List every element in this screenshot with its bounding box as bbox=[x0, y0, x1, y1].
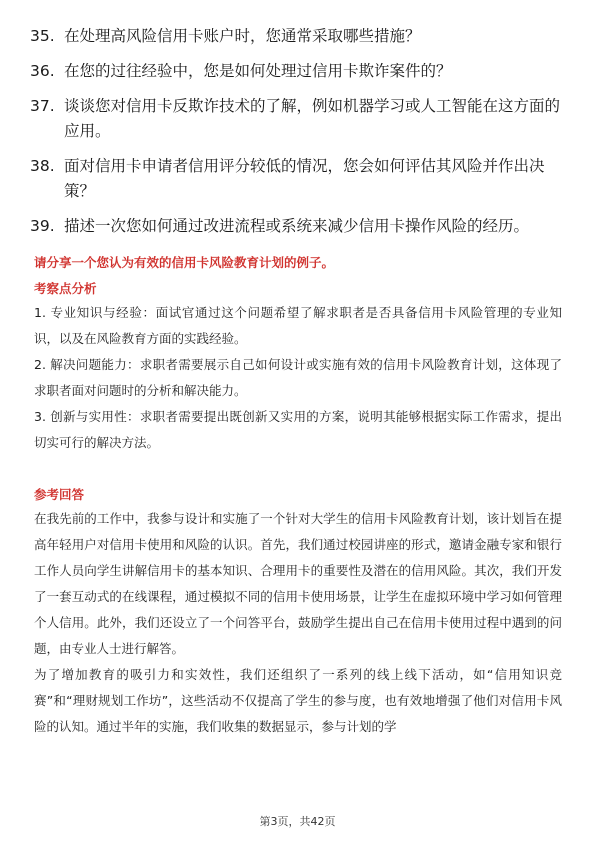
answer-body bbox=[34, 506, 562, 740]
highlighted-question: 请分享一个您认为有效的信用卡风险教育计划的例子。 bbox=[34, 255, 335, 270]
question-item bbox=[30, 94, 570, 144]
question-item bbox=[30, 59, 570, 84]
question-item bbox=[30, 214, 570, 239]
question-list bbox=[30, 24, 570, 249]
question-number: 38. bbox=[30, 157, 55, 175]
analysis-item: 3. 创新与实用性：求职者需要提出既创新又实用的方案，说明其能够根据实际工作需求，提出切实可行的解决方法。 bbox=[34, 409, 562, 450]
answer-paragraph: 在我先前的工作中，我参与设计和实施了一个针对大学生的信用卡风险教育计划，该计划旨在提高年轻用户对信用卡使用和风险的认识。首先，我们通过校园讲座的形式，邀请金融专家和银行工作人员向学生讲解信用卡的基本知识、合理用卡的重要性及潜在的信用风险。其次，我们开发了一套互动式的在线课程，通过模拟不同的信用卡使用场景，让学生在虚拟环境中学习如何管理个人信用。此外，我们还设立了一个问答平台，鼓励学生提出自己在信用卡使用过程中遇到的问题，由专业人士进行解答。 bbox=[34, 511, 562, 656]
question-text: 在处理高风险信用卡账户时，您通常采取哪些措施？ bbox=[64, 27, 421, 45]
analysis-list bbox=[34, 300, 562, 456]
question-number: 37. bbox=[30, 97, 55, 115]
answer-heading: 参考回答 bbox=[34, 487, 85, 502]
question-item bbox=[30, 24, 570, 49]
question-item bbox=[30, 154, 570, 204]
question-text: 面对信用卡申请者信用评分较低的情况，您会如何评估其风险并作出决策？ bbox=[64, 157, 545, 200]
page-footer: 第3页，共42页 bbox=[259, 815, 336, 828]
question-text: 谈谈您对信用卡反欺诈技术的了解，例如机器学习或人工智能在这方面的应用。 bbox=[64, 97, 561, 140]
analysis-item: 1. 专业知识与经验：面试官通过这个问题希望了解求职者是否具备信用卡风险管理的专业知识，以及在风险教育方面的实践经验。 bbox=[34, 305, 562, 346]
question-number: 36. bbox=[30, 62, 55, 80]
answer-paragraph: 为了增加教育的吸引力和实效性，我们还组织了一系列的线上线下活动，如“信用知识竞赛”和“理财规划工作坊”，这些活动不仅提高了学生的参与度，也有效地增强了他们对信用卡风险的认知。通过半年的实施，我们收集的数据显示，参与计划的学 bbox=[34, 667, 562, 734]
question-text: 描述一次您如何通过改进流程或系统来减少信用卡操作风险的经历。 bbox=[64, 217, 530, 235]
question-number: 39. bbox=[30, 217, 55, 235]
analysis-heading: 考察点分析 bbox=[34, 281, 97, 296]
question-text: 在您的过往经验中，您是如何处理过信用卡欺诈案件的？ bbox=[64, 62, 452, 80]
question-number: 35. bbox=[30, 27, 55, 45]
analysis-item: 2. 解决问题能力：求职者需要展示自己如何设计或实施有效的信用卡风险教育计划，这体现了求职者面对问题时的分析和解决能力。 bbox=[34, 357, 562, 398]
